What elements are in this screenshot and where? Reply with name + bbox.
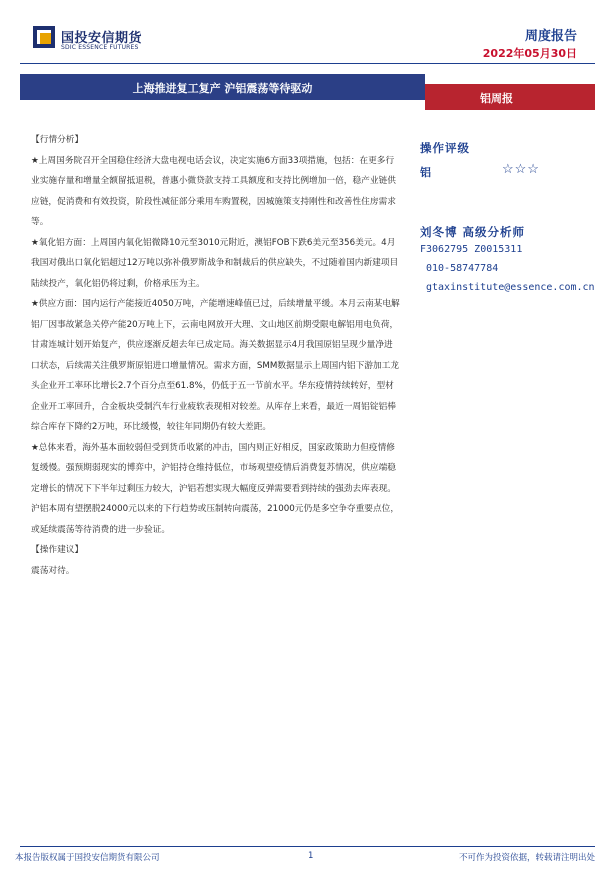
paragraph-summary: ★总体来看，海外基本面较弱但受到货币收紧的冲击，国内则正好相反，国家政策助力但疫情修复缓慢。强预期弱现实的博弈中，沪铝持仓维持低位，市场观望疫情后消费复苏情况，供应端稳定增长的情况下下半年过剩压力较大，沪铝若想实现大幅度反弹需要看到持续的强劲去库表现。沪铝本周有望摆脱24000元以来的下行趋势或压制转向震荡，21000元仍是多空争夺重要点位，或延续震荡等待消费的进一步验证。 [31, 442, 400, 535]
company-logo [33, 24, 143, 54]
footer-copyright: 本报告版权属于国投安信期货有限公司 [15, 853, 160, 863]
section-heading-analysis: 【行情分析】 [31, 135, 84, 145]
rating-metal: 铝 [420, 166, 431, 179]
section-heading-suggestion: 【操作建议】 [31, 545, 84, 555]
category-tab [425, 84, 595, 110]
report-type: 周度报告 [524, 29, 577, 44]
rating-label: 操作评级 [420, 141, 470, 155]
rating-row [420, 162, 600, 184]
analyst-email[interactable]: gtaxinstitute@essence.com.cn [426, 282, 595, 293]
logo-name-en: SDIC ESSENCE FUTURES [61, 44, 139, 51]
footer-divider [20, 846, 595, 847]
logo-name-cn: 国投安信期货 [61, 31, 143, 46]
analysis-body [31, 130, 401, 581]
report-title: 上海推进复工复产 沪铝震荡等待驱动 [132, 82, 313, 95]
analyst-phone: 010-58747784 [426, 263, 499, 274]
analyst-name: 刘冬博 高级分析师 [420, 225, 526, 239]
footer-disclaimer: 不可作为投资依据，转载请注明出处 [458, 853, 595, 863]
title-band [20, 74, 425, 100]
header-divider [20, 63, 595, 64]
paragraph-supply-demand: ★供应方面：国内运行产能接近4050万吨，产能增速峰值已过，后续增量平缓。本月云南某电解铝厂因事故紧急关停产能20万吨上下，云南电网放开大理、文山地区前期受限电解铝用电负荷，甘肃连城计划开始复产，供应逐渐反超去年已成定局。海关数据显示4月我国原铝呈现少量净进口状态，后续需关注俄罗斯原铝进口增量情况。需求方面，SMM数据显示上周国内铝下游加工龙头企业开工率环比增长2.7个百分点至61.8%，仍低于五一节前水平。华东疫情持续转好，型材企业开工率回升，合金板块受制汽车行业疲软表现相对较差。从库存上来看，最近一周铝锭铝棒综合库存下降约2万吨，环比缓慢，较往年同期仍有较大差距。 [31, 299, 400, 432]
sidebar [420, 140, 600, 297]
report-date: 2022年05月30日 [482, 47, 577, 60]
paragraph-alumina: ★氧化铝方面：上周国内氧化铝微降10元至3010元附近，澳铝FOB下跌6美元至356美元。4月我国对俄出口氧化铝超过12万吨以弥补俄罗斯战争和制裁后的供应缺失，不过随着国内新建项目陆续投产，氧化铝仍将过剩，价格承压为主。 [31, 237, 399, 289]
paragraph-macro: ★上周国务院召开全国稳住经济大盘电视电话会议，决定实施6方面33项措施，包括：在更多行业实施存量和增量全额留抵退税，普惠小微贷款支持工具额度和支持比例增加一倍，稳产业链供应链，促消费和有效投资，阶段性减征部分乘用车购置税，因城施策支持刚性和改善性住房需求等。 [31, 155, 396, 227]
logo-mark-icon [33, 26, 55, 48]
category-label: 铝周报 [480, 92, 513, 105]
suggestion-text: 震荡对待。 [31, 565, 75, 576]
analyst-license: F3062795 Z0015311 [420, 244, 523, 255]
rating-stars-icon: ☆☆☆ [502, 162, 540, 177]
page-number: 1 [308, 851, 314, 861]
